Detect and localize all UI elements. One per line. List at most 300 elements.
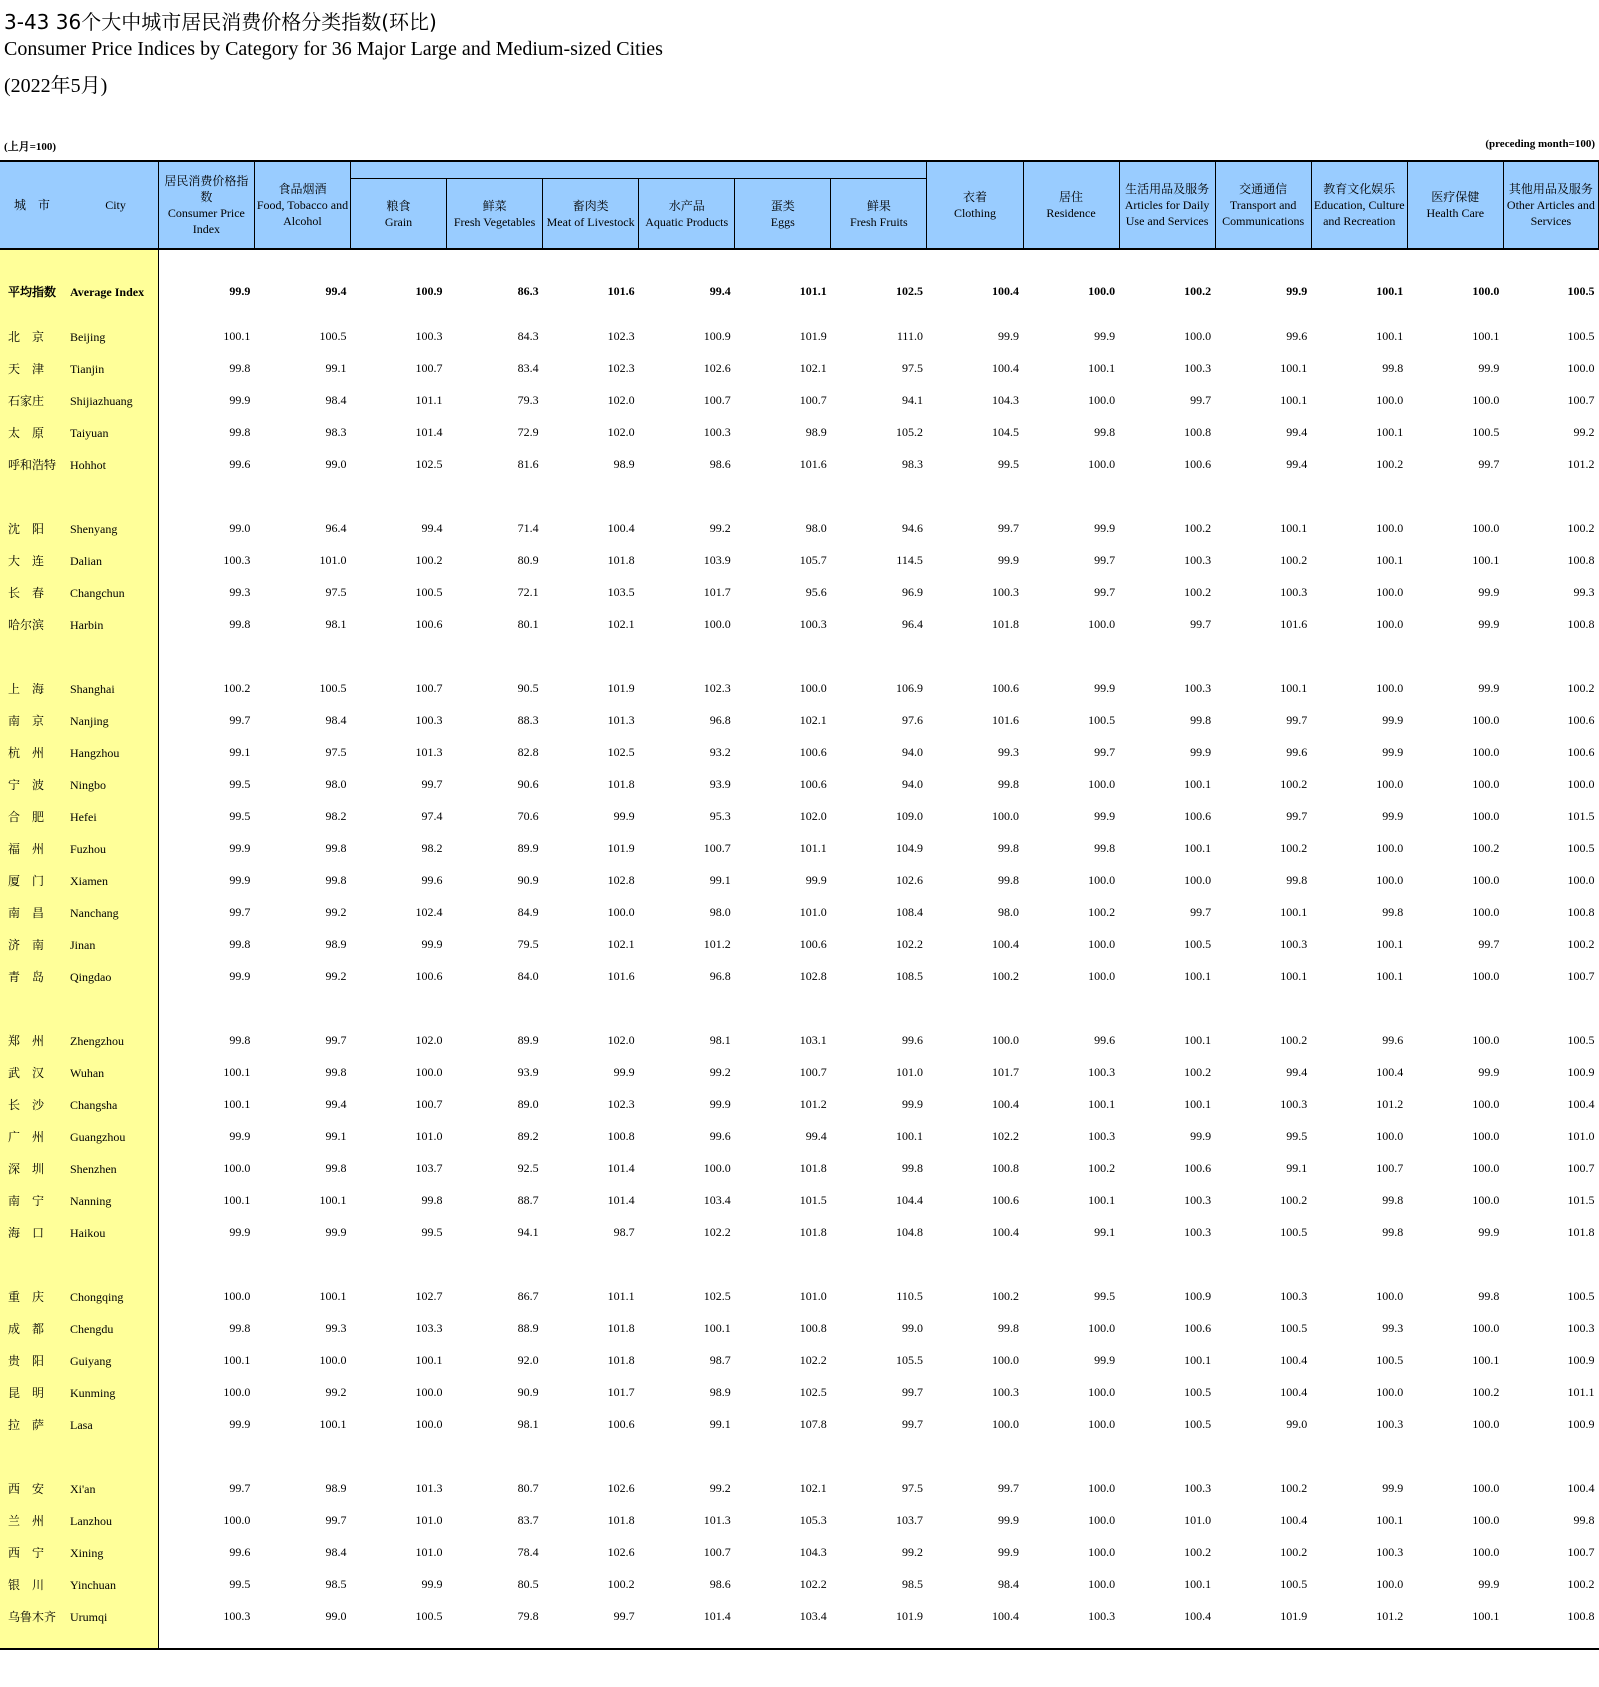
value-cell: 83.7 [517, 1512, 539, 1527]
value-cell: 99.6 [421, 872, 443, 887]
city-cell [0, 608, 158, 640]
col-header-vegetables: 鲜菜 Fresh Vegetables [447, 179, 543, 250]
value-cell: 101.6 [607, 283, 635, 298]
value-cell: 89.9 [517, 1032, 539, 1047]
city-name-cn: 南 宁 [8, 1193, 45, 1208]
value-cell: 99.8 [1382, 904, 1404, 919]
value-cell: 100.1 [1280, 520, 1308, 535]
value-cell: 99.9 [229, 1416, 251, 1431]
value-cell: 100.8 [1567, 616, 1595, 631]
value-cell: 102.3 [703, 680, 731, 695]
value-cell: 99.8 [1382, 1224, 1404, 1239]
city-cell [0, 352, 158, 384]
value-cell: 100.1 [895, 1128, 923, 1143]
value-cell: 100.0 [1088, 1480, 1116, 1495]
value-cell: 102.5 [415, 456, 443, 471]
value-cell: 105.2 [895, 424, 923, 439]
value-cell: 100.1 [1184, 968, 1212, 983]
city-name-cn: 天 津 [8, 361, 45, 376]
city-cell [0, 1120, 158, 1152]
value-cell: 102.2 [799, 1576, 827, 1591]
city-name-cn: 长 春 [8, 585, 45, 600]
value-cell: 102.1 [799, 1480, 827, 1495]
value-cell: 100.0 [1088, 392, 1116, 407]
table-period: (2022年5月) [4, 75, 108, 97]
value-cell: 100.7 [799, 1064, 827, 1079]
value-cell: 101.7 [607, 1384, 635, 1399]
value-cell: 101.4 [607, 1160, 635, 1175]
value-cell: 90.5 [517, 680, 539, 695]
col-header-eggs: 蛋类 Eggs [735, 179, 831, 250]
value-cell: 101.4 [415, 424, 443, 439]
spacer-row [0, 1440, 1599, 1472]
value-cell: 99.7 [1478, 936, 1500, 951]
city-name-cn: 北 京 [8, 329, 45, 344]
col-header-food-subgroup [350, 161, 926, 179]
city-name-en: Nanjing [70, 713, 109, 728]
value-cell: 100.1 [1280, 680, 1308, 695]
city-name-en: Lanzhou [70, 1513, 112, 1528]
value-cell: 100.0 [703, 616, 731, 631]
city-cell [0, 1216, 158, 1248]
value-cell: 80.7 [517, 1480, 539, 1495]
value-cell: 100.1 [1472, 1352, 1500, 1367]
value-cell: 88.9 [517, 1320, 539, 1335]
value-cell: 100.7 [415, 360, 443, 375]
value-cell: 100.1 [319, 1416, 347, 1431]
spacer-row [0, 1248, 1599, 1280]
value-cell: 100.0 [1567, 872, 1595, 887]
col-header-livestock: 畜肉类 Meat of Livestock [543, 179, 639, 250]
city-name-cn: 沈 阳 [8, 521, 45, 536]
table-row [0, 1024, 1599, 1056]
value-cell: 100.6 [799, 776, 827, 791]
value-cell: 100.0 [1376, 1384, 1404, 1399]
value-cell: 99.4 [325, 1096, 347, 1111]
value-cell: 100.1 [1088, 1192, 1116, 1207]
value-cell: 101.8 [607, 1512, 635, 1527]
value-cell: 100.9 [703, 328, 731, 343]
value-cell: 102.1 [607, 936, 635, 951]
value-cell: 86.7 [517, 1288, 539, 1303]
col-header-cpi: 居民消费价格指数 Consumer Price Index [158, 161, 254, 249]
city-name-en: Changsha [70, 1097, 118, 1112]
city-name-en: Average Index [70, 284, 145, 299]
value-cell: 100.2 [1088, 1160, 1116, 1175]
value-cell: 100.0 [1472, 712, 1500, 727]
table-row [0, 928, 1599, 960]
value-cell: 100.6 [415, 968, 443, 983]
table-row [0, 896, 1599, 928]
value-cell: 100.1 [1472, 328, 1500, 343]
value-cell: 101.8 [607, 552, 635, 567]
value-cell: 96.4 [901, 616, 923, 631]
value-cell: 99.7 [1286, 712, 1308, 727]
value-cell: 100.0 [1376, 872, 1404, 887]
value-cell: 99.7 [1190, 904, 1212, 919]
value-cell: 100.4 [1567, 1096, 1595, 1111]
value-cell: 101.3 [703, 1512, 731, 1527]
value-cell: 100.2 [1280, 1192, 1308, 1207]
city-cell [0, 1504, 158, 1536]
value-cell: 100.5 [1280, 1224, 1308, 1239]
value-cell: 98.9 [325, 936, 347, 951]
city-name-cn: 宁 波 [8, 777, 45, 792]
value-cell: 102.3 [607, 360, 635, 375]
table-row [0, 864, 1599, 896]
value-cell: 100.6 [1184, 808, 1212, 823]
value-cell: 102.6 [607, 1480, 635, 1495]
value-cell: 99.2 [325, 1384, 347, 1399]
value-cell: 101.7 [703, 584, 731, 599]
city-cell [0, 1376, 158, 1408]
city-name-en: Hangzhou [70, 745, 120, 760]
value-cell: 100.0 [1472, 1032, 1500, 1047]
value-cell: 99.8 [901, 1160, 923, 1175]
city-cell [0, 1344, 158, 1376]
value-cell: 99.3 [1382, 1320, 1404, 1335]
value-cell: 98.9 [325, 1480, 347, 1495]
city-cell [0, 672, 158, 704]
value-cell: 101.1 [1567, 1384, 1595, 1399]
city-cell [0, 864, 158, 896]
value-cell: 101.8 [607, 776, 635, 791]
value-cell: 100.2 [223, 680, 251, 695]
value-cell: 100.6 [799, 744, 827, 759]
value-cell: 101.9 [607, 680, 635, 695]
value-cell: 99.3 [998, 744, 1019, 759]
city-name-cn: 乌鲁木齐 [8, 1609, 57, 1624]
value-cell: 100.3 [223, 1608, 251, 1623]
value-cell: 99.6 [1382, 1032, 1404, 1047]
value-cell: 100.1 [223, 1352, 251, 1367]
value-cell: 100.0 [1472, 968, 1500, 983]
table-row [0, 1408, 1599, 1440]
value-cell: 99.7 [1478, 456, 1500, 471]
city-cell [0, 832, 158, 864]
value-cell: 100.6 [992, 680, 1019, 695]
value-cell: 99.1 [709, 1416, 731, 1431]
value-cell: 98.7 [613, 1224, 635, 1239]
value-cell: 99.5 [229, 808, 251, 823]
value-cell: 101.5 [799, 1192, 827, 1207]
value-cell: 99.9 [1478, 1576, 1500, 1591]
value-cell: 94.1 [517, 1224, 539, 1239]
value-cell: 92.0 [517, 1352, 539, 1367]
col-header-city-en: City [105, 198, 126, 212]
value-cell: 93.2 [709, 744, 731, 759]
value-cell: 81.6 [517, 456, 539, 471]
city-cell [0, 384, 158, 416]
table-row [0, 512, 1599, 544]
value-cell: 99.6 [901, 1032, 923, 1047]
value-cell: 101.0 [895, 1064, 923, 1079]
value-cell: 100.0 [1472, 520, 1500, 535]
city-cell [0, 1088, 158, 1120]
table-row [0, 704, 1599, 736]
table-row [0, 352, 1599, 384]
value-cell: 103.4 [799, 1608, 827, 1623]
city-name-cn: 成 都 [8, 1321, 45, 1336]
value-cell: 100.3 [1184, 1480, 1212, 1495]
value-cell: 100.7 [1567, 392, 1595, 407]
city-cell [0, 1536, 158, 1568]
value-cell: 105.7 [799, 552, 827, 567]
value-cell: 99.8 [1382, 360, 1404, 375]
value-cell: 100.1 [1280, 968, 1308, 983]
value-cell: 102.0 [607, 1032, 635, 1047]
value-cell: 101.0 [799, 1288, 827, 1303]
city-cell [0, 736, 158, 768]
city-name-cn: 青 岛 [8, 969, 45, 984]
value-cell: 104.5 [992, 424, 1019, 439]
value-cell: 99.9 [998, 552, 1019, 567]
value-cell: 97.5 [901, 1480, 923, 1495]
value-cell: 100.0 [799, 680, 827, 695]
city-name-cn: 广 州 [8, 1129, 45, 1144]
value-cell: 100.0 [1088, 1576, 1116, 1591]
value-cell: 99.8 [229, 936, 251, 951]
value-cell: 94.0 [901, 744, 923, 759]
value-cell: 102.4 [415, 904, 443, 919]
value-cell: 100.8 [607, 1128, 635, 1143]
value-cell: 101.6 [1280, 616, 1308, 631]
table-row [0, 1568, 1599, 1600]
table-row [0, 768, 1599, 800]
city-name-en: Ningbo [70, 777, 106, 792]
city-name-cn: 昆 明 [8, 1385, 45, 1400]
value-cell: 99.8 [229, 616, 251, 631]
value-cell: 98.1 [325, 616, 347, 631]
value-cell: 99.2 [709, 1480, 731, 1495]
value-cell: 100.0 [1376, 392, 1404, 407]
value-cell: 98.4 [325, 1544, 347, 1559]
value-cell: 98.0 [709, 904, 731, 919]
value-cell: 99.9 [1478, 616, 1500, 631]
value-cell: 99.9 [998, 1512, 1019, 1527]
value-cell: 99.8 [998, 840, 1019, 855]
city-name-en: Lasa [70, 1417, 93, 1432]
value-cell: 99.7 [998, 1480, 1019, 1495]
value-cell: 100.9 [1567, 1416, 1595, 1431]
value-cell: 100.3 [223, 552, 251, 567]
value-cell: 100.2 [1280, 552, 1308, 567]
value-cell: 99.6 [229, 1544, 251, 1559]
value-cell: 100.1 [703, 1320, 731, 1335]
value-cell: 102.2 [799, 1352, 827, 1367]
value-cell: 100.4 [992, 283, 1019, 298]
value-cell: 99.8 [1573, 1512, 1595, 1527]
value-cell: 82.8 [517, 744, 539, 759]
table-row [0, 1120, 1599, 1152]
value-cell: 100.0 [1472, 1480, 1500, 1495]
city-cell [0, 1152, 158, 1184]
col-header-other: 其他用品及服务 Other Articles and Services [1503, 161, 1598, 249]
value-cell: 100.1 [1376, 424, 1404, 439]
value-cell: 101.5 [1567, 808, 1595, 823]
value-cell: 102.2 [895, 936, 923, 951]
value-cell: 100.6 [607, 1416, 635, 1431]
value-cell: 99.5 [1286, 1128, 1308, 1143]
value-cell: 100.5 [1376, 1352, 1404, 1367]
city-cell [0, 512, 158, 544]
value-cell: 99.4 [805, 1128, 827, 1143]
value-cell: 99.8 [229, 424, 251, 439]
value-cell: 99.8 [1286, 872, 1308, 887]
city-cell [0, 1472, 158, 1504]
value-cell: 99.9 [1190, 1128, 1212, 1143]
value-cell: 102.0 [415, 1032, 443, 1047]
table-row [0, 672, 1599, 704]
spacer-row [0, 640, 1599, 672]
value-cell: 99.7 [1094, 744, 1116, 759]
value-cell: 100.2 [1567, 1576, 1595, 1591]
value-cell: 101.5 [1567, 1192, 1595, 1207]
value-cell: 99.3 [325, 1320, 347, 1335]
city-name-en: Qingdao [70, 969, 112, 984]
value-cell: 106.9 [895, 680, 923, 695]
value-cell: 100.7 [415, 680, 443, 695]
value-cell: 100.6 [1184, 1320, 1212, 1335]
value-cell: 100.7 [1567, 968, 1595, 983]
value-cell: 100.1 [1280, 904, 1308, 919]
value-cell: 99.9 [709, 1096, 731, 1111]
city-name-en: Chengdu [70, 1321, 114, 1336]
table-row [0, 736, 1599, 768]
value-cell: 100.0 [1472, 776, 1500, 791]
value-cell: 101.3 [415, 1480, 443, 1495]
value-cell: 100.7 [703, 392, 731, 407]
city-cell [0, 320, 158, 352]
value-cell: 103.1 [799, 1032, 827, 1047]
value-cell: 114.5 [896, 552, 923, 567]
value-cell: 104.4 [895, 1192, 923, 1207]
value-cell: 72.9 [517, 424, 539, 439]
value-cell: 99.8 [229, 1032, 251, 1047]
value-cell: 100.5 [415, 584, 443, 599]
value-cell: 100.0 [1567, 776, 1595, 791]
value-cell: 98.9 [613, 456, 635, 471]
value-cell: 102.5 [703, 1288, 731, 1303]
value-cell: 99.3 [1573, 584, 1595, 599]
value-cell: 102.8 [799, 968, 827, 983]
value-cell: 100.4 [1280, 1512, 1308, 1527]
value-cell: 100.0 [223, 1160, 251, 1175]
value-cell: 100.3 [1184, 1192, 1212, 1207]
city-name-cn: 济 南 [8, 937, 45, 952]
value-cell: 94.6 [901, 520, 923, 535]
value-cell: 100.9 [1567, 1064, 1595, 1079]
value-cell: 101.0 [799, 904, 827, 919]
value-cell: 100.7 [703, 840, 731, 855]
value-cell: 111.0 [896, 328, 923, 343]
value-cell: 71.4 [517, 520, 539, 535]
city-cell [0, 768, 158, 800]
value-cell: 99.4 [1286, 1064, 1308, 1079]
value-cell: 98.7 [709, 1352, 731, 1367]
value-cell: 100.4 [992, 936, 1019, 951]
value-cell: 100.1 [1280, 392, 1308, 407]
city-name-cn: 杭 州 [8, 745, 45, 760]
city-cell [0, 544, 158, 576]
value-cell: 99.7 [1190, 616, 1212, 631]
value-cell: 99.7 [1286, 808, 1308, 823]
value-cell: 100.0 [1567, 360, 1595, 375]
city-name-en: Shenyang [70, 521, 118, 536]
value-cell: 100.0 [1472, 1544, 1500, 1559]
city-name-cn: 海 口 [8, 1225, 45, 1240]
value-cell: 80.5 [517, 1576, 539, 1591]
value-cell: 98.0 [805, 520, 827, 535]
value-cell: 99.9 [998, 1544, 1019, 1559]
value-cell: 101.8 [799, 1224, 827, 1239]
value-cell: 99.6 [229, 456, 251, 471]
city-cell [0, 576, 158, 608]
value-cell: 99.7 [325, 1512, 347, 1527]
city-cell [0, 416, 158, 448]
value-cell: 100.5 [1184, 1384, 1212, 1399]
city-name-en: Haikou [70, 1225, 106, 1240]
value-cell: 84.9 [517, 904, 539, 919]
city-name-cn: 兰 州 [8, 1513, 45, 1528]
city-name-en: Hohhot [70, 457, 106, 472]
value-cell: 98.4 [998, 1576, 1019, 1591]
value-cell: 100.0 [1376, 616, 1404, 631]
value-cell: 101.8 [992, 616, 1019, 631]
city-name-en: Xi'an [70, 1481, 96, 1496]
table-row [0, 608, 1599, 640]
value-cell: 100.1 [1472, 552, 1500, 567]
value-cell: 100.5 [1567, 840, 1595, 855]
value-cell: 102.1 [607, 616, 635, 631]
value-cell: 99.7 [1190, 392, 1212, 407]
value-cell: 100.4 [1376, 1064, 1404, 1079]
city-name-cn: 郑 州 [8, 1033, 45, 1048]
value-cell: 100.0 [1472, 744, 1500, 759]
value-cell: 99.7 [901, 1416, 923, 1431]
city-name-en: Fuzhou [70, 841, 106, 856]
city-cell [0, 960, 158, 992]
value-cell: 100.0 [1376, 1576, 1404, 1591]
value-cell: 100.1 [1376, 936, 1404, 951]
city-cell [0, 896, 158, 928]
value-cell: 100.5 [1567, 1032, 1595, 1047]
value-cell: 100.6 [1567, 744, 1595, 759]
value-cell: 101.0 [1567, 1128, 1595, 1143]
value-cell: 100.3 [703, 424, 731, 439]
col-header-residence: 居住 Residence [1023, 161, 1119, 249]
table-header [0, 161, 1599, 249]
value-cell: 100.9 [1184, 1288, 1212, 1303]
value-cell: 100.0 [1472, 1128, 1500, 1143]
value-cell: 100.5 [1184, 936, 1212, 951]
value-cell: 79.3 [517, 392, 539, 407]
value-cell: 99.8 [229, 360, 251, 375]
value-cell: 100.3 [1184, 360, 1212, 375]
city-name-en: Nanning [70, 1193, 112, 1208]
value-cell: 102.5 [799, 1384, 827, 1399]
value-cell: 99.6 [1094, 1032, 1116, 1047]
value-cell: 100.6 [1567, 712, 1595, 727]
value-cell: 99.9 [1382, 744, 1404, 759]
value-cell: 94.1 [901, 392, 923, 407]
col-header-health: 医疗保健 Health Care [1407, 161, 1503, 249]
value-cell: 100.0 [992, 808, 1019, 823]
table-row [0, 416, 1599, 448]
value-cell: 99.9 [229, 1128, 251, 1143]
value-cell: 100.5 [1567, 328, 1595, 343]
value-cell: 98.0 [325, 776, 347, 791]
